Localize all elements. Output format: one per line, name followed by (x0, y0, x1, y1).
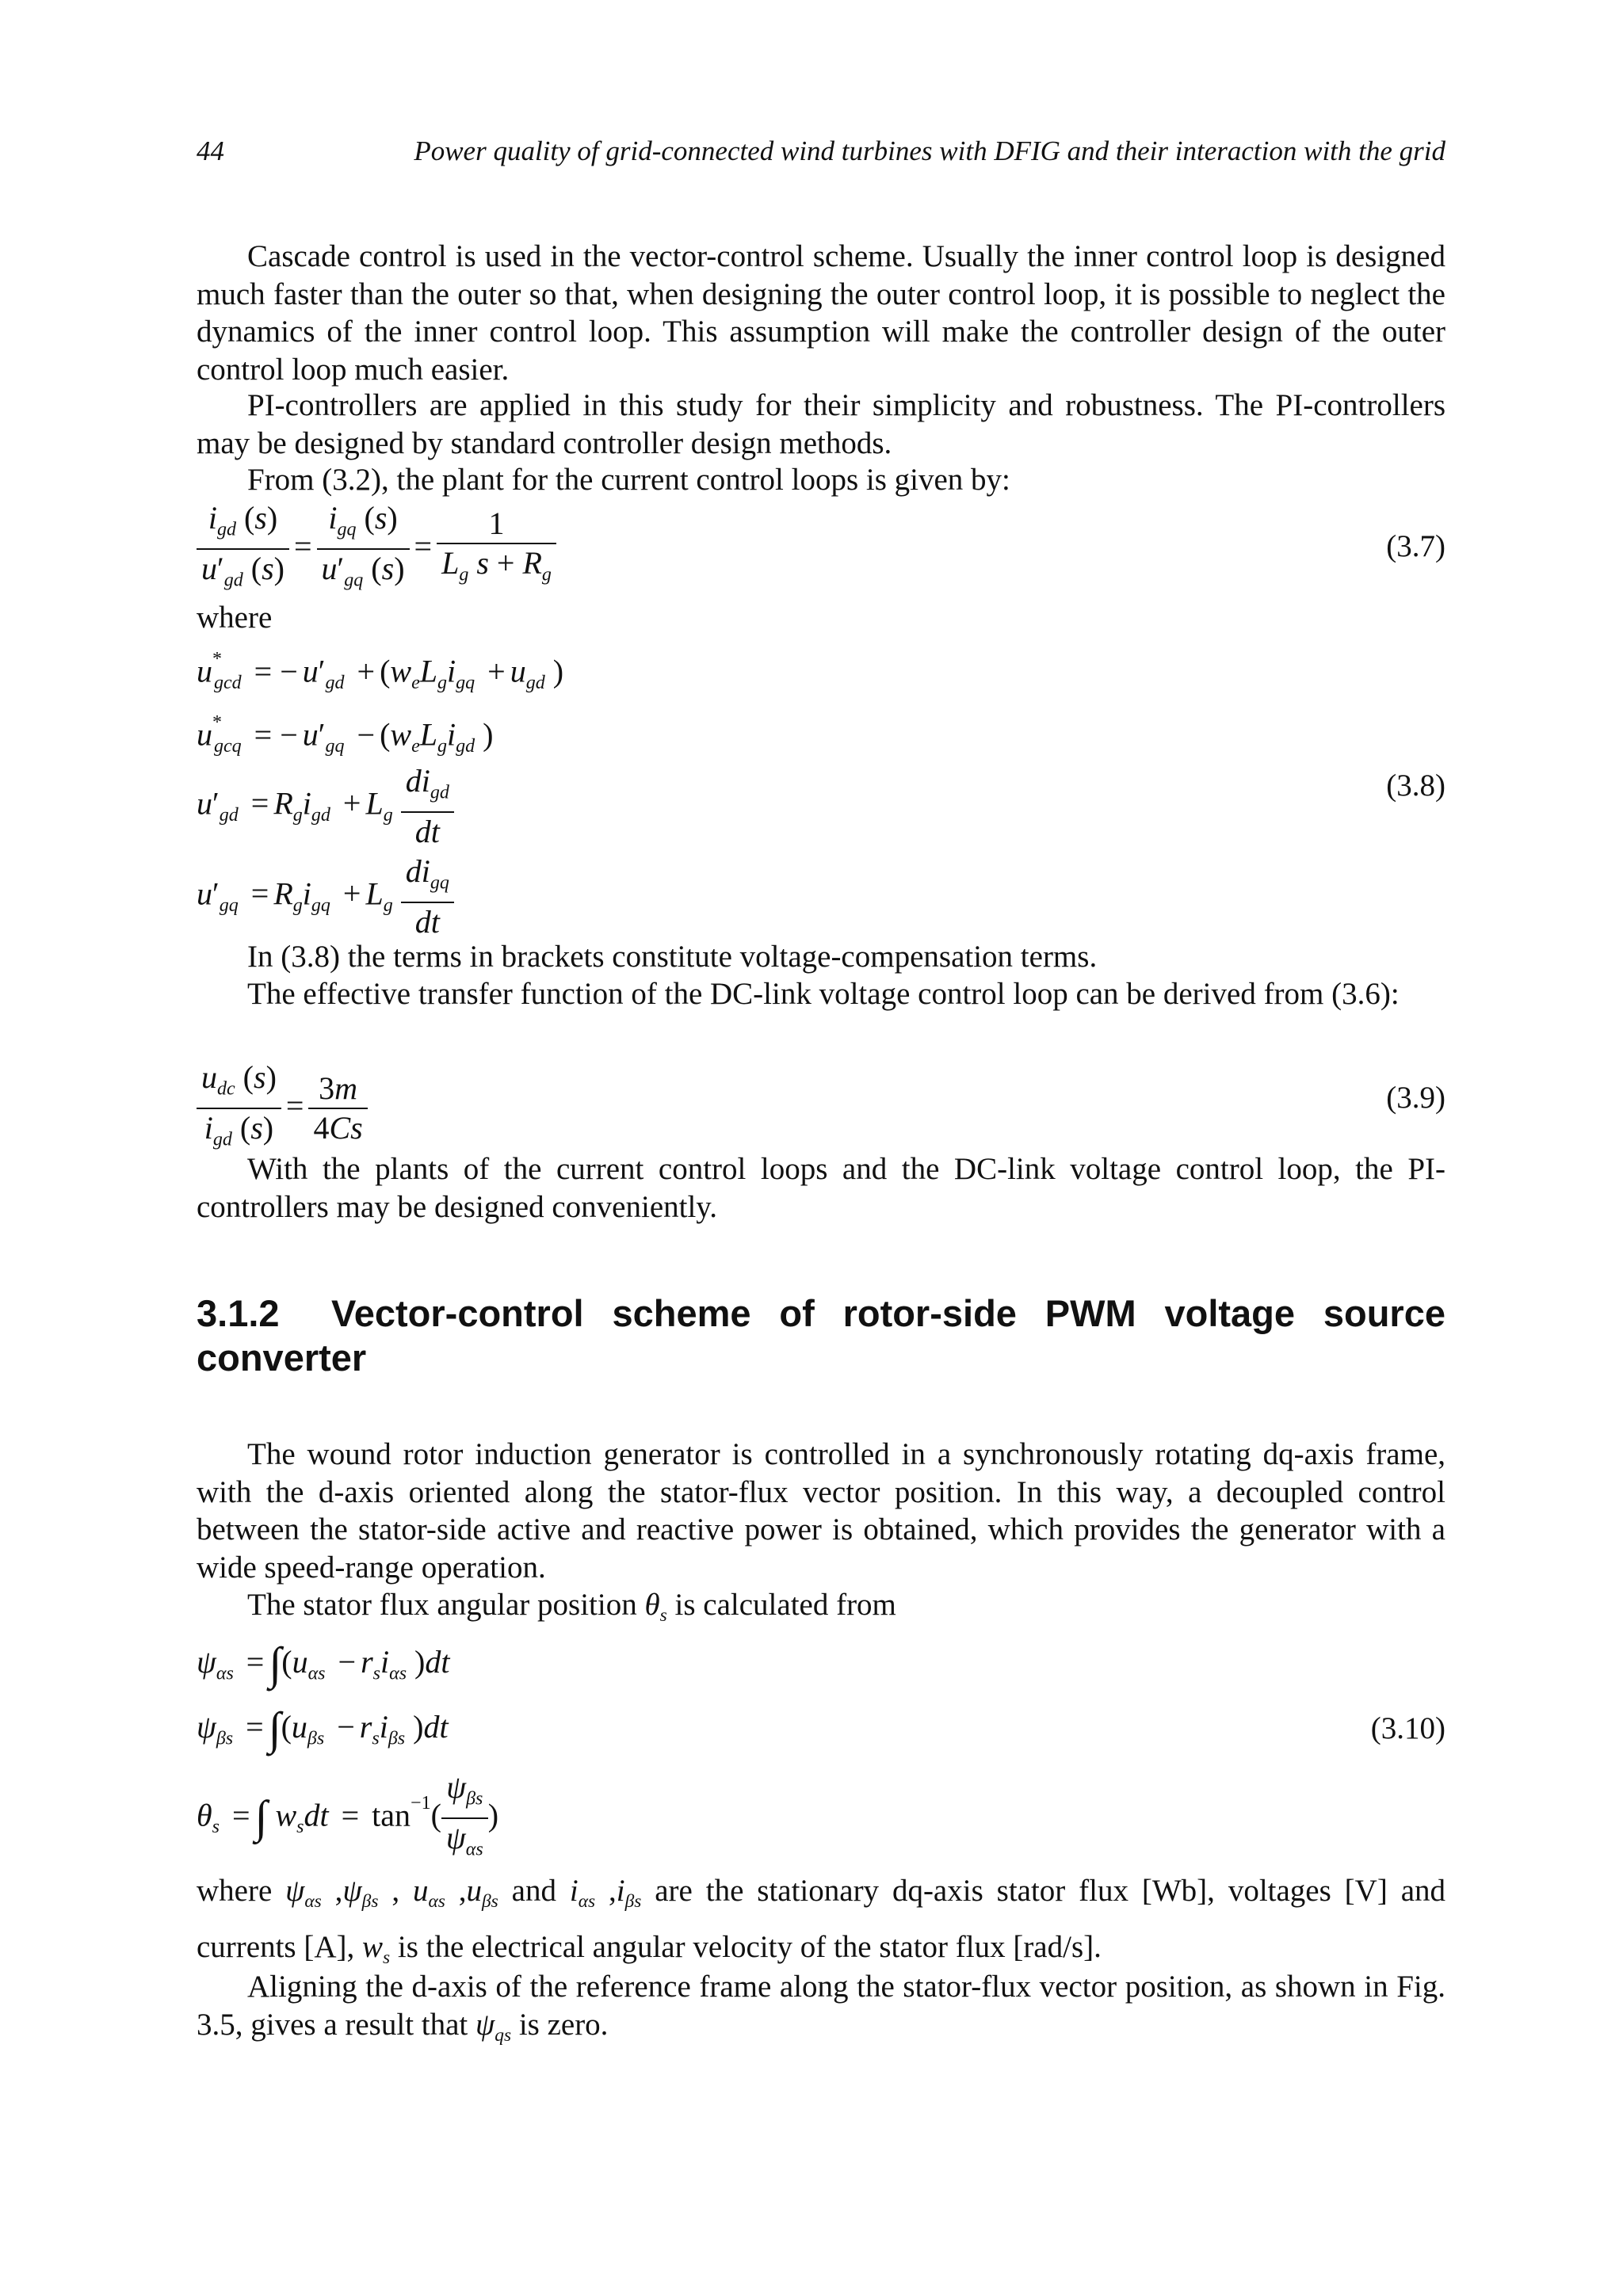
section-title: Vector-control scheme of rotor-side PWM voltage source converter (197, 1292, 1445, 1379)
equation-3-8-line-4: $u'_{gq} = R_gi_{gq} + L_g$ $\frac{di_{gq}}{dt}$ (197, 852, 454, 941)
equation-3-8-line-1: $u^*_{gcd}$ = − $u'_{gd} + (w_eL_gi_{gq} + u_{gd}$ ) (197, 649, 564, 693)
running-title: Power quality of grid-connected wind turbines with DFIG and their interaction with the grid (414, 135, 1445, 166)
equation-3-7: $\frac{i_{gd} (s)}{u'_{gd} (s)}$ = $\frac{i_{gq} (s)}{u'_{gq} (s)}$ = $\frac{1}{L_g s + R_g}$ (197, 499, 556, 600)
equation-label-3-7: (3.7) (1386, 529, 1445, 563)
equation-3-10-line-2: $\psi_{\beta s} = \int(u_{\beta s} - r_si_{\beta s}$ )dt (197, 1703, 449, 1754)
paragraph-dc-link: The effective transfer function of the DC-link voltage control loop can be derived from (3.6): (247, 977, 1400, 1011)
equation-3-10-line-3: $\theta_s$ = ∫ $w_sdt = \tan^{-1}$( $\frac{\psi_{\beta s}}{\psi_{\alpha s}}$ ) (197, 1769, 499, 1860)
equation-label-3-10: (3.10) (1370, 1711, 1445, 1745)
paragraph-pi-controllers: PI-controllers are applied in this study for their simplicity and robustness. The PI-controllers may be designed by standard controller design methods. (197, 388, 1445, 460)
paragraph-compensation: In (3.8) the terms in brackets constitute voltage-compensation terms. (247, 940, 1098, 974)
page-number: 44 (197, 135, 224, 166)
where-label-1: where (197, 601, 273, 635)
equation-label-3-8: (3.8) (1386, 769, 1445, 803)
paragraph-flux-position: The stator flux angular position $\theta_s$ is calculated from (247, 1588, 896, 1627)
equation-3-10-line-1: $\psi_{\alpha s} = \int(u_{\alpha s} - r_si_{\alpha s}$ )dt (197, 1638, 450, 1689)
section-number: 3.1.2 (197, 1292, 280, 1334)
paragraph-stationary-quantities: where $\psi_{\alpha s}$ $,\psi_{\beta s}$ , $u_{\alpha s}$ $,u_{\beta s}$ and $i_{\alpha s}$ $,i_{\beta s}$ are the stationary dq-axis stator flux [Wb], voltages [V] and currents [A], $w_s$ is the electrical angular velocity of the stator flux [rad/s]. (197, 1874, 1446, 1969)
paragraph-pi-design: With the plants of the current control loops and the DC-link voltage control loop, the PI-controllers may be designed conveniently. (197, 1152, 1445, 1224)
equation-label-3-9: (3.9) (1386, 1081, 1445, 1115)
equation-3-8-line-2: $u^*_{gcq}$ = − $u'_{gq} - (w_eL_gi_{gd}$ ) (197, 712, 494, 757)
paragraph-plant-intro: From (3.2), the plant for the current control loops is given by: (247, 463, 1010, 497)
paragraph-aligning: Aligning the d-axis of the reference frame along the stator-flux vector position, as shown in Fig. 3.5, gives a result that $\psi_{qs}$ is zero. (197, 1970, 1445, 2046)
paragraph-wound-rotor: The wound rotor induction generator is controlled in a synchronously rotating dq-axis frame, with the d-axis oriented along the stator-flux vector position. In this way, a decoupled control between the stator-side active and reactive power is obtained, which provides the generator with a wide speed-range operation. (197, 1437, 1445, 1585)
running-header (197, 132, 1445, 171)
equation-3-8-line-3: $u'_{gd} = R_gi_{gd} + L_g$ $\frac{di_{gd}}{dt}$ (197, 762, 454, 851)
paragraph-cascade-control: Cascade control is used in the vector-control scheme. Usually the inner control loop is designed much faster than the outer so that, when designing the outer control loop, it is possible to neglect the dynamics of the inner control loop. This assumption will make the controller design of the outer control loop much easier. (197, 239, 1445, 387)
equation-3-9: $\frac{u_{dc} (s)}{i_{gd} (s)}$ = $\frac{3m}{4Cs}$ (197, 1058, 368, 1159)
section-heading (197, 1291, 1445, 1380)
